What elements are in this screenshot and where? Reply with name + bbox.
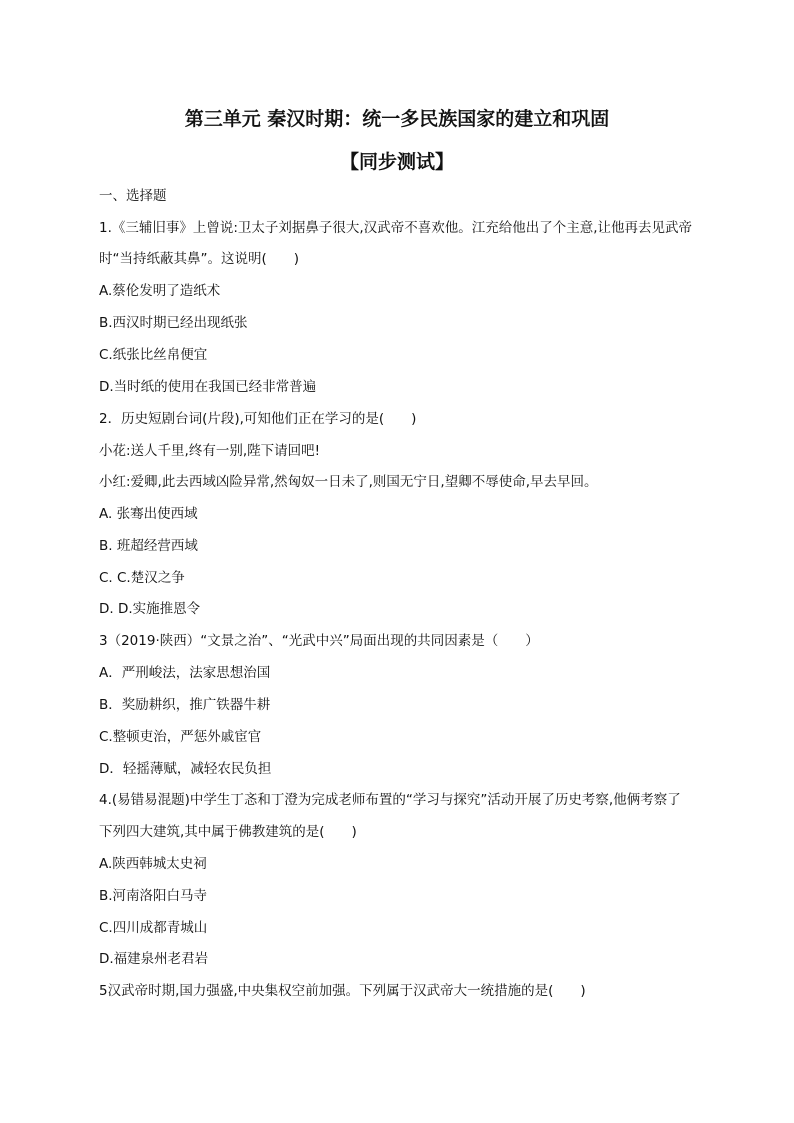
section-heading: 一、选择题 — [99, 188, 167, 204]
question-2-stem-line-3: 小红:爱卿,此去西域凶险异常,然匈奴一日未了,则国无宁日,望卿不辱使命,早去早回。 — [99, 474, 598, 490]
question-2-option-c: C. C.楚汉之争 — [99, 570, 185, 586]
question-1-stem-line-1: 1.《三辅旧事》上曾说:卫太子刘据鼻子很大,汉武帝不喜欢他。江充给他出了个主意,让他再去见武帝 — [99, 220, 693, 236]
question-3-option-a: A．严刑峻法，法家思想治国 — [99, 665, 271, 681]
question-2-stem-line-1: 2．历史短剧台词(片段),可知他们正在学习的是( ) — [99, 411, 417, 427]
question-2-stem-line-2: 小花:送人千里,终有一别,陛下请回吧! — [99, 443, 321, 459]
question-4-option-d: D.福建泉州老君岩 — [99, 951, 209, 967]
question-1-option-d: D.当时纸的使用在我国已经非常普遍 — [99, 379, 317, 395]
question-4-stem-line-2: 下列四大建筑,其中属于佛教建筑的是( ) — [99, 824, 357, 840]
question-3-option-d: D．轻摇薄赋，减轻农民负担 — [99, 761, 272, 777]
question-4-stem-line-1: 4.(易错易混题)中学生丁忞和丁澄为完成老师布置的“学习与探究”活动开展了历史考察,他俩考察了 — [99, 792, 681, 808]
question-5-stem-line-1: 5汉武帝时期,国力强盛,中央集权空前加强。下列属于汉武帝大一统措施的是( ) — [99, 983, 586, 999]
question-2-option-a: A. 张骞出使西域 — [99, 506, 198, 522]
page-title: 第三单元 秦汉时期：统一多民族国家的建立和巩固 — [184, 108, 610, 130]
question-3-option-b: B．奖励耕织，推广铁器牛耕 — [99, 697, 271, 713]
question-1-option-b: B.西汉时期已经出现纸张 — [99, 315, 248, 331]
question-1-option-c: C.纸张比丝帛便宜 — [99, 347, 208, 363]
question-3-option-c: C.整顿吏治，严惩外戚宦官 — [99, 729, 262, 745]
question-4-option-c: C.四川成都青城山 — [99, 920, 208, 936]
question-4-option-a: A.陕西韩城太史祠 — [99, 856, 207, 872]
question-4-option-b: B.河南洛阳白马寺 — [99, 888, 208, 904]
question-2-option-b: B. 班超经营西域 — [99, 538, 198, 554]
question-2-option-d: D. D.实施推恩令 — [99, 601, 201, 617]
question-1-option-a: A.蔡伦发明了造纸术 — [99, 283, 221, 299]
question-1-stem-line-2: 时“当持纸蔽其鼻”。这说明( ) — [99, 251, 300, 267]
question-3-stem-line-1: 3（2019·陕西）“文景之治”、“光武中兴”局面出现的共同因素是（ ） — [99, 633, 539, 649]
page-subtitle: 【同步测试】 — [339, 151, 454, 173]
